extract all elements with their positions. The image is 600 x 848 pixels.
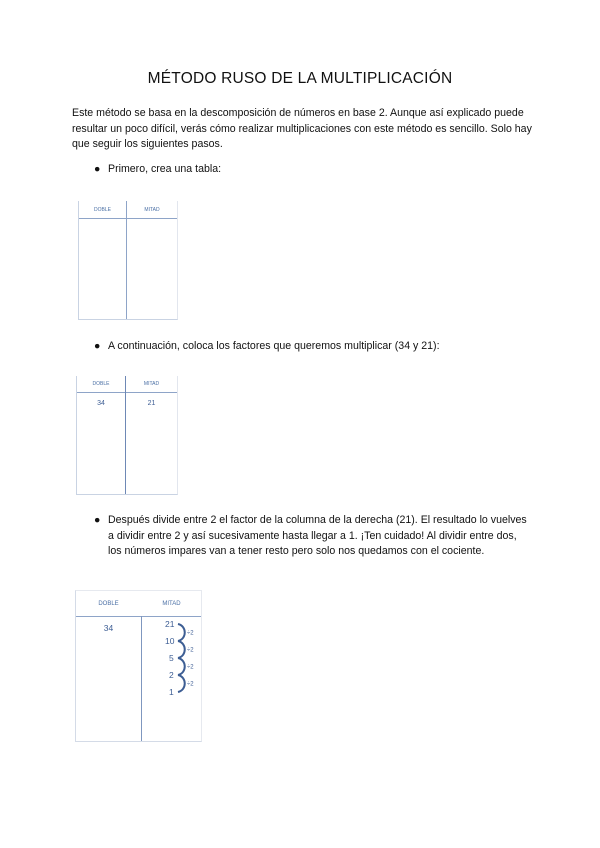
- empty-table: [78, 201, 178, 320]
- table-header-divider: [79, 218, 177, 219]
- column-header-doble: DOBLE: [98, 601, 119, 607]
- halving-arrow: [178, 624, 185, 641]
- column-header-doble: DOBLE: [94, 207, 111, 213]
- intro-paragraph: Este método se basa en la descomposición de números en base 2. Aunque así explicado puede resultar un poco difícil, verás cómo realizar multiplicaciones con este método es sencillo. Solo hay que seguir los siguientes pasos.: [72, 107, 532, 150]
- column-header-doble: DOBLE: [92, 381, 110, 387]
- factor-right-value: 21: [147, 400, 156, 407]
- column-header-mitad: MITAD: [162, 601, 181, 607]
- halving-value: 21: [165, 619, 175, 629]
- divide-label: ÷2: [187, 664, 194, 671]
- halving-value: 2: [169, 670, 174, 680]
- halving-arrow: [178, 675, 185, 692]
- halving-arrow: [178, 658, 185, 675]
- divide-label: ÷2: [187, 681, 194, 688]
- factors-table: [76, 376, 178, 495]
- bullet-icon: ●: [94, 340, 101, 352]
- step-1-text: Primero, crea una tabla:: [108, 163, 222, 175]
- step-3-text: Después divide entre 2 el factor de la columna de la derecha (21). El resultado lo vuelves a dividir entre 2 y así sucesivamente hasta llegar a 1. ¡Ten cuidado! Al dividir entre dos, los números impares van a tener resto pero solo nos quedamos con el cociente.: [108, 514, 527, 557]
- factor-left-value: 34: [97, 400, 105, 407]
- column-header-mitad: MITAD: [143, 381, 160, 387]
- bullet-icon: ●: [94, 163, 101, 175]
- column-header-mitad: MITAD: [144, 207, 160, 213]
- halving-diagram: [142, 617, 200, 707]
- page-title: MÉTODO RUSO DE LA MULTIPLICACIÓN: [147, 70, 453, 87]
- bullet-icon: ●: [94, 514, 101, 526]
- step-2-text: A continuación, coloca los factores que queremos multiplicar (34 y 21):: [108, 340, 440, 352]
- divide-label: ÷2: [187, 630, 194, 637]
- halving-arrow: [178, 641, 185, 658]
- table-column-divider: [125, 376, 126, 494]
- table-header-divider: [77, 392, 177, 393]
- table-column-divider: [126, 201, 127, 319]
- halving-table: [75, 590, 202, 742]
- divide-label: ÷2: [187, 647, 194, 654]
- halving-value: 1: [169, 687, 174, 697]
- halving-value: 5: [169, 653, 174, 663]
- factor-left-value: 34: [103, 623, 114, 633]
- halving-value: 10: [165, 636, 175, 646]
